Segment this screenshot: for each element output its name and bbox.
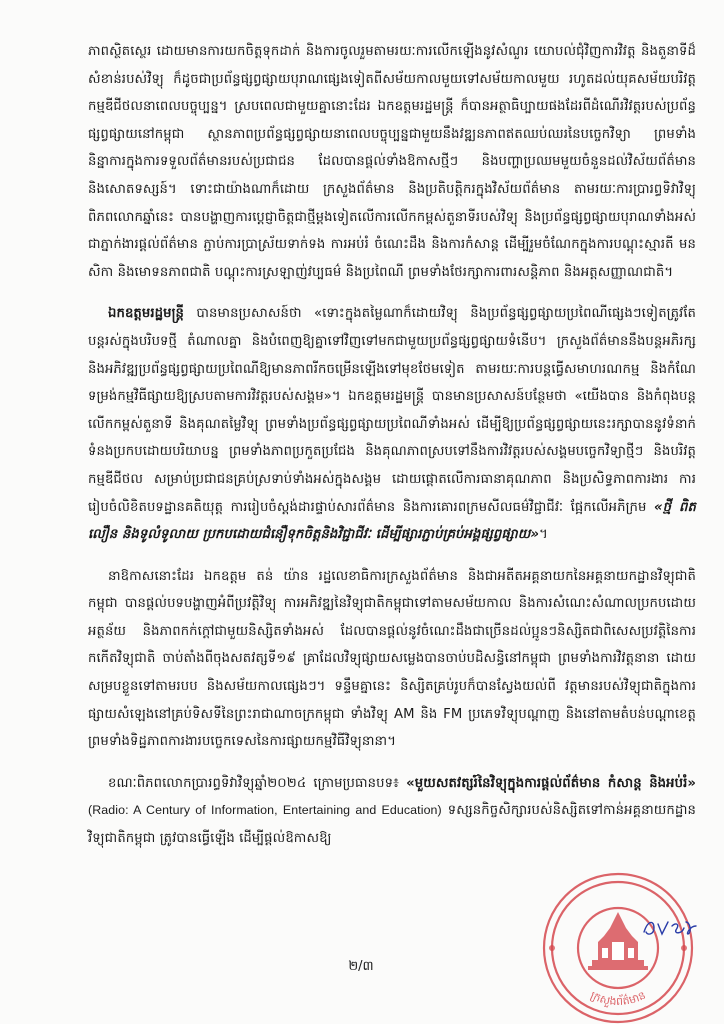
document-body (88, 38, 696, 867)
paragraph-4-title-en: (Radio: A Century of Information, Entertaining and Education) (88, 803, 442, 818)
handwritten-signature (640, 912, 700, 942)
svg-text:ក្រសួងព័ត៌មាន (588, 989, 647, 1009)
paragraph-4 (88, 770, 696, 853)
seal-label: ក្រសួងព័ត៌មាន (588, 988, 648, 1008)
paragraph-4-title-km: «មួយសតវត្សរ៍នៃវិទ្យុក្នុងការផ្ដល់ព័ត៌មាន កំសាន្ត និងអប់រំ» (406, 775, 696, 791)
paragraph-2-quote: «ថ្មី ពិត លឿន និងទូលំទូលាយ ប្រកបដោយជំនឿទុកចិត្តនិងវិជ្ជាជីវៈ ដើម្បីផ្សារភ្ជាប់គ្រប់អង្គផ្សព្វផ្សាយ» (88, 499, 696, 543)
official-seal-stamp (538, 868, 698, 1028)
paragraph-2-text: បានមានប្រសាសន៍ថា «ទោះក្នុងតម្លៃណាក៏ដោយវិទ្យុ និងប្រព័ន្ធផ្សព្វផ្សាយប្រពៃណីផ្សេងៗទៀតត្រូវតែបន្តរស់ក្នុងបរិបទថ្មី តំណាលគ្នា និងបំពេញឱ្យគ្នាទៅវិញទៅមកជាមួយប្រព័ន្ធផ្សព្វផ្សាយទំនើប។ ក្រសួងព័ត៌មាននឹងបន្តអភិរក្ស និងអភិវឌ្ឍប្រព័ន្ធផ្សព្វផ្សាយប្រពៃណីឱ្យមានភាពរីកចម្រើនឡើងទៅមុខថែមទៀត តាមរយៈការបន្តធ្វើសមាហរណកម្ម និងកំណែទម្រង់កម្មវិធីផ្សាយឱ្យស្របតាមការវិវត្តរបស់សង្គម»។ ឯកឧត្តមរដ្ឋមន្ត្រី បានមានប្រសាសន៍បន្ថែមថា «យើងបាន និងកំពុងបន្តលើកកម្ពស់តួនាទី និងគុណតម្លៃវិទ្យុ ព្រមទាំងប្រព័ន្ធផ្សព្វផ្សាយប្រពៃណីទាំងអស់ ដើម្បីឱ្យប្រព័ន្ធផ្សព្វផ្សាយនេះរក្សាបាននូវទំនាក់ទំនងប្រកបដោយបរិយាបន្ន ព្រមទាំងភាពប្រកួតប្រជែង និងគុណភាពស្របទៅនឹងការវិវត្តរបស់សង្គមបច្ចេកវិទ្យាថ្មីៗ និងបរិវត្តកម្មឌីជីថល សម្រាប់ប្រជាជនគ្រប់ស្រទាប់ទាំងអស់ក្នុងសង្គម ដោយផ្តោតលើការធានាគុណភាព និងប្រសិទ្ធភាពការងារ ការរៀបចំលិខិតបទដ្ឋានគតិយុត្ត ការរៀបចំស្ដង់ដារផ្ទាប់សារព័ត៌មាន និងការគោរពក្រមសីលធម៌វិជ្ជាជីវៈ ផ្អែកលើអភិក្រម (88, 306, 696, 515)
paragraph-2 (88, 300, 696, 548)
paragraph-4-tail: ទស្សនកិច្ចសិក្សារបស់និស្សិតទៅកាន់អគ្គនាយកដ្ឋានវិទ្យុជាតិកម្ពុជា ត្រូវបានធ្វើឡើង ដើម្បីផ្ដល់ឱកាសឱ្យ (88, 803, 697, 847)
paragraph-2-tail: ។ (539, 527, 548, 543)
page-number: ២/៣ (348, 959, 374, 974)
paragraph-4-text: ខណៈពិភពលោកប្រារព្ធទិវាវិទ្យុឆ្នាំ២០២៤ ក្រោមប្រធានបទ៖ (108, 775, 407, 791)
paragraph-1 (88, 38, 696, 286)
paragraph-3 (88, 563, 696, 756)
paragraph-2-lead: ឯកឧត្តមរដ្ឋមន្ត្រី (108, 306, 184, 322)
paragraph-3-text: នាឱកាសនោះដែរ ឯកឧត្តម តន់ យ៉ាន រដ្ឋលេខាធិការក្រសួងព័ត៌មាន និងជាអតីតអគ្គនាយកនៃអគ្គនាយកដ្ឋានវិទ្យុជាតិកម្ពុជា បានផ្ដល់បទបង្ហាញអំពីប្រវត្តិវិទ្យុ ការអភិវឌ្ឍនៃវិទ្យុជាតិកម្ពុជាទៅតាមសម័យកាល និងការសំណេះសំណាលប្រកបដោយអត្ថន័យ និងភាពកក់ក្ដៅជាមួយនិស្សិតទាំងអស់ ដែលបានផ្ដល់នូវចំណេះដឹងជាច្រើនដល់ប្អូនៗនិស្សិតជាពិសេសប្រវត្តិនៃការកកើតវិទ្យុជាតិ ចាប់តាំងពីចុងសតវត្សទី១៩ គ្រាដែលវិទ្យុផ្សាយសម្លេងបានចាប់បដិសន្ធិនៅកម្ពុជា ព្រមទាំងការវិវត្តនានា ដោយសម្របខ្លួនទៅតាមរបប និងសម័យកាលផ្សេងៗ។ ទន្ទឹមគ្នានេះ និស្សិតគ្រប់រូបក៏បានស្វែងយល់ពី វត្តមានរបស់វិទ្យុជាតិក្នុងការផ្សាយសំឡេងនៅគ្រប់ទិសទីនៃព្រះរាជាណាចក្រកម្ពុជា ទាំងវិទ្យុ AM និង FM ប្រភេទវិទ្យុបណ្ដាញ និងនៅតាមតំបន់បណ្ដាខេត្ត ព្រមទាំងទិដ្ឋភាពការងារបច្ចេកទេសនៃការផ្សាយកម្មវិធីវិទ្យុនានា។ (88, 568, 696, 750)
paragraph-1-text: ភាពស្ថិតស្ថេរ ដោយមានការយកចិត្តទុកដាក់ និងការចូលរួមតាមរយៈការលើកឡើងនូវសំណួរ យោបល់ជុំវិញការវិវត្ត និងតួនាទីដ៏សំខាន់របស់វិទ្យុ ក៏ដូចជាប្រព័ន្ធផ្សព្វផ្សាយបុរាណផ្សេងទៀតពីសម័យកាលមួយទៅសម័យកាលមួយ រហូតដល់យុគសម័យបរិវត្តកម្មឌីជីថលនាពេលបច្ចុប្បន្ន។ ស្របពេលជាមួយគ្នានោះដែរ ឯកឧត្តមរដ្ឋមន្ត្រី ក៏បានអត្ថាធិប្បាយផងដែរពីដំណើរវិវត្តរបស់ប្រព័ន្ធផ្សព្វផ្សាយនៅកម្ពុជា ស្ថានភាពប្រព័ន្ធផ្សព្វផ្សាយនាពេលបច្ចុប្បន្នជាមួយនឹងវឌ្ឍនភាពឥតឈប់ឈរនៃបច្ចេកវិទ្យា ព្រមទាំងនិន្នាការក្នុងការទទួលព័ត៌មានរបស់ប្រជាជន ដែលបានផ្ដល់ទាំងឱកាសថ្មីៗ និងបញ្ហាប្រឈមមួយចំនួនដល់វិស័យព័ត៌មាន និងសោតទស្សន៍។ ទោះជាយ៉ាងណាក៏ដោយ ក្រសួងព័ត៌មាន និងប្រតិបត្តិករក្នុងវិស័យព័ត៌មាន តាមរយៈការប្រារព្ធទិវាវិទ្យុពិភពលោកឆ្នាំនេះ បានបង្ហាញការប្តេជ្ញាចិត្តជាថ្មីម្តងទៀតលើការលើកកម្ពស់តួនាទីរបស់វិទ្យុ និងប្រព័ន្ធផ្សព្វផ្សាយបុរាណទាំងអស់ ជាភ្នាក់ងារផ្ដល់ព័ត៌មាន ភ្ជាប់ការប្រាស្រ័យទាក់ទង ការអប់រំ ចំណេះដឹង និងការកំសាន្ត ដើម្បីរួមចំណែកក្នុងការបណ្ដុះស្មារតី មនសិកា និងមោទនភាពជាតិ បណ្ដុះការស្រឡាញ់វប្បធម៌ និងប្រពៃណី ព្រមទាំងថែរក្សាការពារសន្តិភាព និងអត្តសញ្ញាណជាតិ។ (88, 44, 696, 280)
